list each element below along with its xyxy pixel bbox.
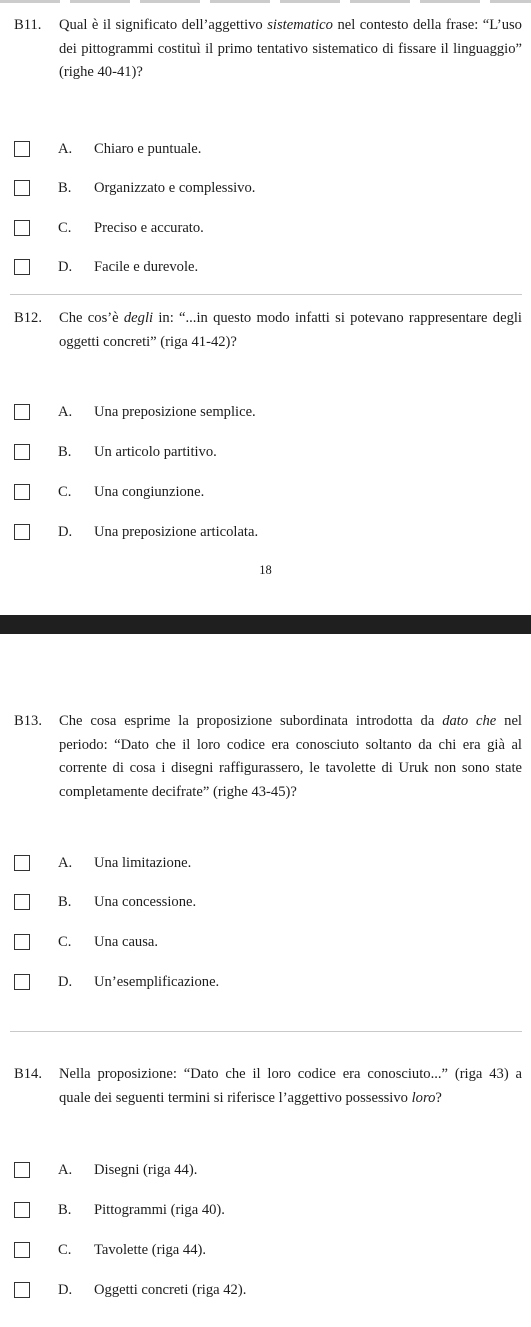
checkbox[interactable] — [14, 220, 30, 236]
page-separator-bar — [0, 615, 531, 634]
checkbox[interactable] — [14, 444, 30, 460]
top-edge-dashes — [0, 0, 531, 3]
page-number: 18 — [259, 563, 272, 577]
question-text: Qual è il significato dell’aggettivo sistematico nel contesto della frase: “L’uso dei pittogrammi costituì il primo tentativo sistematico di fissare il linguaggio” (righe 40-41)? — [59, 17, 522, 80]
question-text: Nella proposizione: “Dato che il loro codice era conosciuto...” (riga 43) a quale dei seguenti termini si riferisce l’aggettivo possessivo loro? — [59, 1066, 522, 1106]
question-b12 — [14, 307, 522, 354]
checkbox[interactable] — [14, 141, 30, 157]
checkbox[interactable] — [14, 1282, 30, 1298]
question-number: B14. — [14, 1066, 42, 1082]
emphasized-term: sistematico — [267, 17, 333, 33]
checkbox[interactable] — [14, 404, 30, 420]
divider — [10, 1031, 522, 1032]
question-number: B13. — [14, 713, 42, 729]
question-b11 — [14, 14, 522, 85]
checkbox[interactable] — [14, 180, 30, 196]
checkbox[interactable] — [14, 524, 30, 540]
divider — [10, 294, 522, 295]
question-text: Che cosa esprime la proposizione subordinata introdotta da dato che nel periodo: “Dato che il loro codice era conosciuto soltanto da chi era già al corrente di cosa i disegni raffigurassero, le tavolette di Uruk non sono state completamente decifrate” (righe 43-45)? — [59, 713, 522, 800]
question-number: B11. — [14, 17, 42, 33]
checkbox[interactable] — [14, 259, 30, 275]
checkbox[interactable] — [14, 894, 30, 910]
checkbox[interactable] — [14, 855, 30, 871]
checkbox[interactable] — [14, 1202, 30, 1218]
emphasized-term: loro — [411, 1089, 436, 1106]
checkbox[interactable] — [14, 934, 30, 950]
emphasized-term: degli — [123, 310, 154, 326]
question-text: Che cos’è degli in: “...in questo modo infatti si potevano rappresentare degli oggetti concreti” (riga 41-42)? — [59, 310, 522, 350]
checkbox[interactable] — [14, 1242, 30, 1258]
question-b13 — [14, 710, 522, 804]
question-number: B12. — [14, 310, 42, 326]
checkbox[interactable] — [14, 974, 30, 990]
emphasized-term: dato che — [442, 713, 497, 729]
checkbox[interactable] — [14, 1162, 30, 1178]
question-b14 — [14, 1063, 522, 1110]
checkbox[interactable] — [14, 484, 30, 500]
